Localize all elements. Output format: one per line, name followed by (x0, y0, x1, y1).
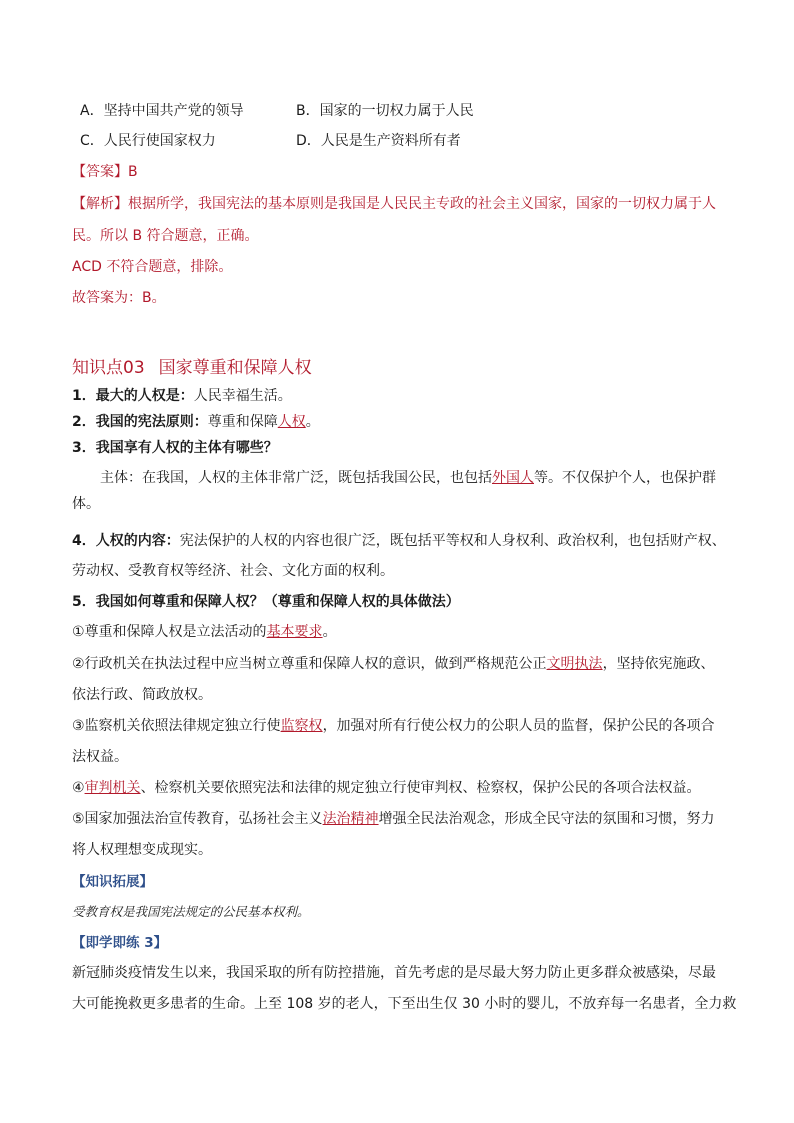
section-title: 国家尊重和保障人权 (158, 358, 312, 378)
analysis-line-1 (72, 194, 716, 214)
option-b: B．国家的一切权力属于人民 (296, 103, 474, 119)
measure-5-line-2: 将人权理想变成现实。 (72, 842, 212, 858)
extension-text: 受教育权是我国宪法规定的公民基本权利。 (72, 904, 310, 919)
extension-label: 【知识拓展】 (72, 874, 153, 890)
analysis-text-1: 根据所学，我国宪法的基本原则是我国是人民民主专政的社会主义国家，国家的一切权力属于人 (128, 196, 716, 212)
measure-5-keyword: 法治精神 (322, 811, 379, 827)
point-3-text: 主体：在我国，人权的主体非常广泛，既包括我国公民，也包括 (100, 470, 492, 486)
point-1-text: 人民幸福生活。 (193, 388, 292, 404)
measure-1-tail: 。 (322, 624, 337, 640)
point-2-text: 尊重和保障 (207, 414, 278, 430)
practice-line-2: 大可能挽救更多患者的生命。上至 108 岁的老人，下至出生仅 30 小时的婴儿，不放弃每一名患者，全力救 (72, 996, 737, 1012)
measure-5-tail: 增强全民法治观念，形成全民守法的氛围和习惯，努力 (378, 811, 715, 827)
point-3-tail: 等。不仅保护个人，也保护群 (534, 470, 716, 486)
measure-3-line-2: 法权益。 (72, 749, 128, 765)
point-3-label: 3．我国享有人权的主体有哪些？ (72, 440, 278, 456)
point-5-label: 5．我国如何尊重和保障人权？（尊重和保障人权的具体做法） (72, 594, 460, 610)
point-4-label: 4．人权的内容： (72, 533, 180, 549)
point-1 (72, 386, 292, 406)
point-3-line-1 (100, 468, 716, 488)
point-2 (72, 412, 320, 432)
measure-2-text: ②行政机关在执法过程中应当树立尊重和保障人权的意识，做到严格规范公正 (72, 656, 547, 672)
point-4-line-2: 劳动权、受教育权等经济、社会、文化方面的权利。 (72, 563, 394, 579)
measure-2-line-2: 依法行政、简政放权。 (72, 687, 212, 703)
point-4-text: 宪法保护的人权的内容也很广泛，既包括平等权和人身权利、政治权利，也包括财产权、 (179, 533, 726, 549)
point-3-line-2: 体。 (72, 496, 100, 512)
measure-3-line-1 (72, 716, 715, 736)
option-d: D．人民是生产资料所有者 (296, 133, 461, 149)
option-a: A．坚持中国共产党的领导 (80, 103, 244, 119)
measure-4-keyword: 审判机关 (84, 780, 141, 796)
measure-4 (72, 778, 701, 798)
practice-label: 【即学即练 3】 (72, 935, 168, 951)
measure-2-keyword: 文明执法 (546, 656, 603, 672)
measure-1-text: ①尊重和保障人权是立法活动的 (72, 624, 267, 640)
measure-4-text: 、检察机关要依照宪法和法律的规定独立行使审判权、检察权，保护公民的各项合法权益。 (140, 780, 701, 796)
analysis-line-4: 故答案为：B。 (72, 290, 166, 306)
point-4-line-1 (72, 531, 726, 551)
measure-3-text: ③监察机关依照法律规定独立行使 (72, 718, 281, 734)
section-number: 知识点03 (72, 358, 145, 378)
measure-2-line-1 (72, 654, 715, 674)
section-heading (72, 353, 312, 378)
measure-5-text: ⑤国家加强法治宣传教育，弘扬社会主义 (72, 811, 323, 827)
measure-3-tail: ，加强对所有行使公权力的公职人员的监督，保护公民的各项合 (322, 718, 715, 734)
point-2-keyword: 人权 (277, 414, 306, 430)
option-c: C．人民行使国家权力 (80, 133, 216, 149)
measure-1 (72, 622, 337, 642)
analysis-line-2: 民。所以 B 符合题意，正确。 (72, 228, 259, 244)
answer-line (72, 162, 138, 182)
analysis-line-3: ACD 不符合题意，排除。 (72, 259, 233, 275)
practice-line-1: 新冠肺炎疫情发生以来，我国采取的所有防控措施，首先考虑的是尽最大努力防止更多群众被感染，尽最 (72, 965, 716, 981)
analysis-label: 【解析】 (72, 196, 128, 212)
answer-value: B (128, 164, 138, 180)
point-3-keyword: 外国人 (492, 470, 534, 486)
measure-1-keyword: 基本要求 (266, 624, 323, 640)
measure-5-line-1 (72, 809, 715, 829)
answer-label: 【答案】 (72, 164, 128, 180)
point-2-label: 2．我国的宪法原则： (72, 414, 208, 430)
measure-2-tail: ，坚持依宪施政、 (602, 656, 715, 672)
measure-3-keyword: 监察权 (280, 718, 323, 734)
measure-4-marker: ④ (72, 780, 85, 796)
point-2-tail: 。 (305, 414, 320, 430)
point-1-label: 1．最大的人权是： (72, 388, 194, 404)
